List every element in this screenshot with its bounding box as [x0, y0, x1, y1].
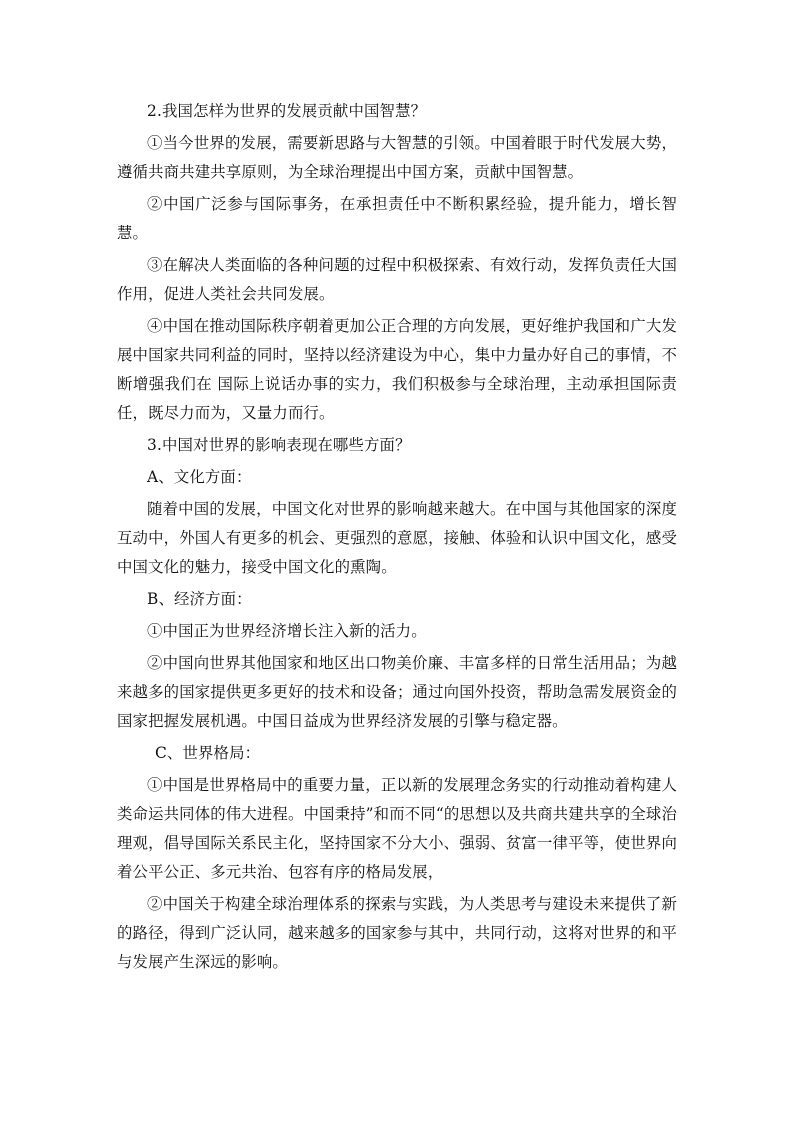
paragraph-2-1: ①当今世界的发展，需要新思路与大智慧的引领。中国着眼于时代发展大势，遵循共商共建共享原则，为全球治理提出中国方案，贡献中国智慧。	[117, 134, 677, 181]
paragraph-2-2: ②中国广泛参与国际事务，在承担责任中不断积累经验，提升能力，增长智慧。	[117, 195, 677, 242]
question-3-heading: 3.中国对世界的影响表现在哪些方面？	[147, 436, 411, 454]
document-body	[117, 97, 677, 980]
section-c-heading: C、世界格局：	[155, 744, 261, 762]
paragraph-c-2: ②中国关于构建全球治理体系的探索与实践，为人类思考与建设未来提供了新的路径，得到广泛认同，越来越多的国家参与其中，共同行动，这将对世界的和平与发展产生深远的影响。	[117, 895, 677, 971]
question-2-heading: 2.我国怎样为世界的发展贡献中国智慧？	[147, 102, 427, 120]
paragraph-2-4: ④中国在推动国际秩序朝着更加公正合理的方向发展，更好维护我国和广大发展中国家共同利益的同时，坚持以经济建设为中心，集中力量办好自己的事情，不断增强我们在 国际上说话办事的实力，我们积极参与全球治理，主动承担国际责任，既尽力而为，又量力而行。	[117, 317, 677, 422]
paragraph-2-3: ③在解决人类面临的各种问题的过程中积极探索、有效行动，发挥负责任大国作用，促进人类社会共同发展。	[117, 256, 677, 303]
paragraph-b-1: ①中国正为世界经济增长注入新的活力。	[147, 622, 427, 640]
section-b-heading: B、经济方面：	[147, 590, 252, 608]
section-a-heading: A、文化方面：	[147, 468, 252, 486]
paragraph-a-1: 随着中国的发展，中国文化对世界的影响越来越大。在中国与其他国家的深度互动中，外国人有更多的机会、更强烈的意愿，接触、体验和认识中国文化，感受中国文化的魅力，接受中国文化的熏陶。	[117, 500, 677, 576]
paragraph-c-1: ①中国是世界格局中的重要力量，正以新的发展理念务实的行动推动着构建人类命运共同体的伟大进程。中国秉持”和而不同“的思想以及共商共建共享的全球治理观，倡导国际关系民主化，坚持国家不分大小、强弱、贫富一律平等，使世界向着公平公正、多元共治、包容有序的格局发展，	[117, 776, 677, 881]
paragraph-b-2: ②中国向世界其他国家和地区出口物美价廉、丰富多样的日常生活用品；为越来越多的国家提供更多更好的技术和设备；通过向国外投资，帮助急需发展资金的国家把握发展机遇。中国日益成为世界经济发展的引擎与稳定器。	[117, 654, 677, 730]
